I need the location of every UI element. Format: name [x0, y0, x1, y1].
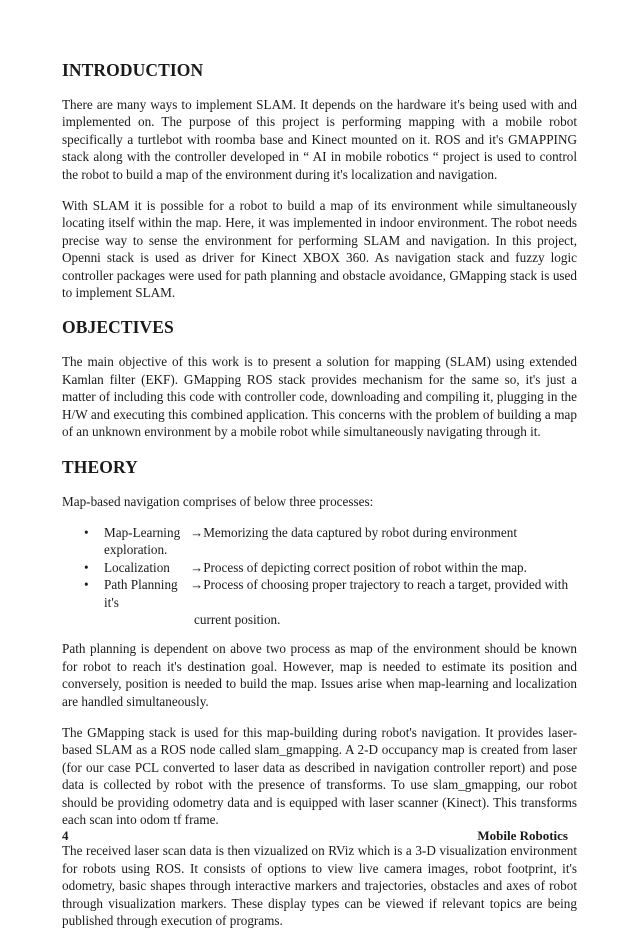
list-item	[62, 524, 577, 559]
bullet-desc: Process of choosing proper trajectory to reach a target, provided with it's	[104, 577, 569, 610]
bullet-icon: •	[84, 524, 89, 540]
footer-title: Mobile Robotics	[477, 828, 568, 843]
bullet-term: Path Planning	[104, 577, 178, 593]
objectives-paragraph-1: The main objective of this work is to present a solution for mapping (SLAM) using extended Kamlan filter (EKF). GMapping ROS stack provides mechanism for the same so, it's just a matter of including this code with controller code, downloading and compiling it, plugging in the H/W and executing this combined application. This concerns with the problem of building a map of an unknown environment by a mobile robot while simultaneously navigating through it.	[62, 354, 577, 440]
theory-paragraph-1: Path planning is dependent on above two process as map of the environment should be known for robot to reach it's destination goal. However, map is needed to estimate its position and conversely, position is needed to build the map. Issues arise when map-learning and localization are handled simultaneously.	[62, 641, 577, 709]
theory-paragraph-3: The received laser scan data is then vizualized on RViz which is a 3-D visualization environment for robots using ROS. It consists of options to view live camera images, robot footprint, it's odometry, basic shapes through interactive markers and trajectories, obstacles and axes of robot through visualization markers. These display types can be viewed if relevant topics are being published through execution of programs.	[62, 843, 577, 929]
bullet-term: Localization	[104, 559, 170, 575]
bullet-desc: Process of depicting correct position of robot within the map.	[203, 559, 527, 575]
theory-intro: Map-based navigation comprises of below three processes:	[62, 493, 374, 509]
bullet-term: Map-Learning	[104, 524, 181, 540]
bullet-desc: Memorizing the data captured by robot during environment exploration.	[104, 524, 518, 558]
intro-paragraph-2: With SLAM it is possible for a robot to build a map of its environment while simultaneously locating itself within the map. Here, it was implemented in indoor environment. The robot needs precise way to sense the environment for performing SLAM and navigation. In this project, Openni stack is used as driver for Kinect XBOX 360. As navigation stack and fuzzy logic controller packages were used for path planning and obstacle avoidance, GMapping stack is used to implement SLAM.	[62, 198, 577, 301]
bullet-desc-continuation: current position.	[194, 611, 281, 627]
bullet-icon: •	[84, 559, 89, 575]
arrow-icon: →	[190, 524, 204, 540]
list-item	[62, 576, 577, 628]
theory-paragraph-2: The GMapping stack is used for this map-building during robot's navigation. It provides laser-based SLAM as a ROS node called slam_gmapping. A 2-D occupancy map is created from laser (for our case PCL converted to laser data as described in navigation controller report) and pose data is collected by robot with the presence of transforms. To use slam_gmapping, our robot should be providing odometry data and is equipped with laser scanner (Kinect). This transforms each scan into odom tf frame.	[62, 724, 577, 827]
heading-introduction: INTRODUCTION	[62, 60, 204, 80]
theory-bullet-list	[62, 524, 577, 628]
page-number: 4	[62, 828, 69, 843]
arrow-icon: →	[190, 559, 204, 575]
intro-paragraph-1: There are many ways to implement SLAM. It depends on the hardware it's being used with and implemented on. The purpose of this project is performing mapping with a mobile robot specifically a turtlebot with roomba base and Kinect mounted on it. ROS and it's GMAPPING stack along with the controller developed in “ AI in mobile robotics “ project is used to control the robot to build a map of the environment during it's localization and navigation.	[62, 97, 577, 182]
document-page	[62, 58, 577, 943]
list-item	[62, 559, 577, 576]
heading-theory: THEORY	[62, 456, 138, 477]
heading-objectives: OBJECTIVES	[62, 317, 174, 338]
bullet-icon: •	[84, 577, 89, 593]
page-footer	[62, 828, 568, 844]
arrow-icon: →	[190, 577, 204, 593]
